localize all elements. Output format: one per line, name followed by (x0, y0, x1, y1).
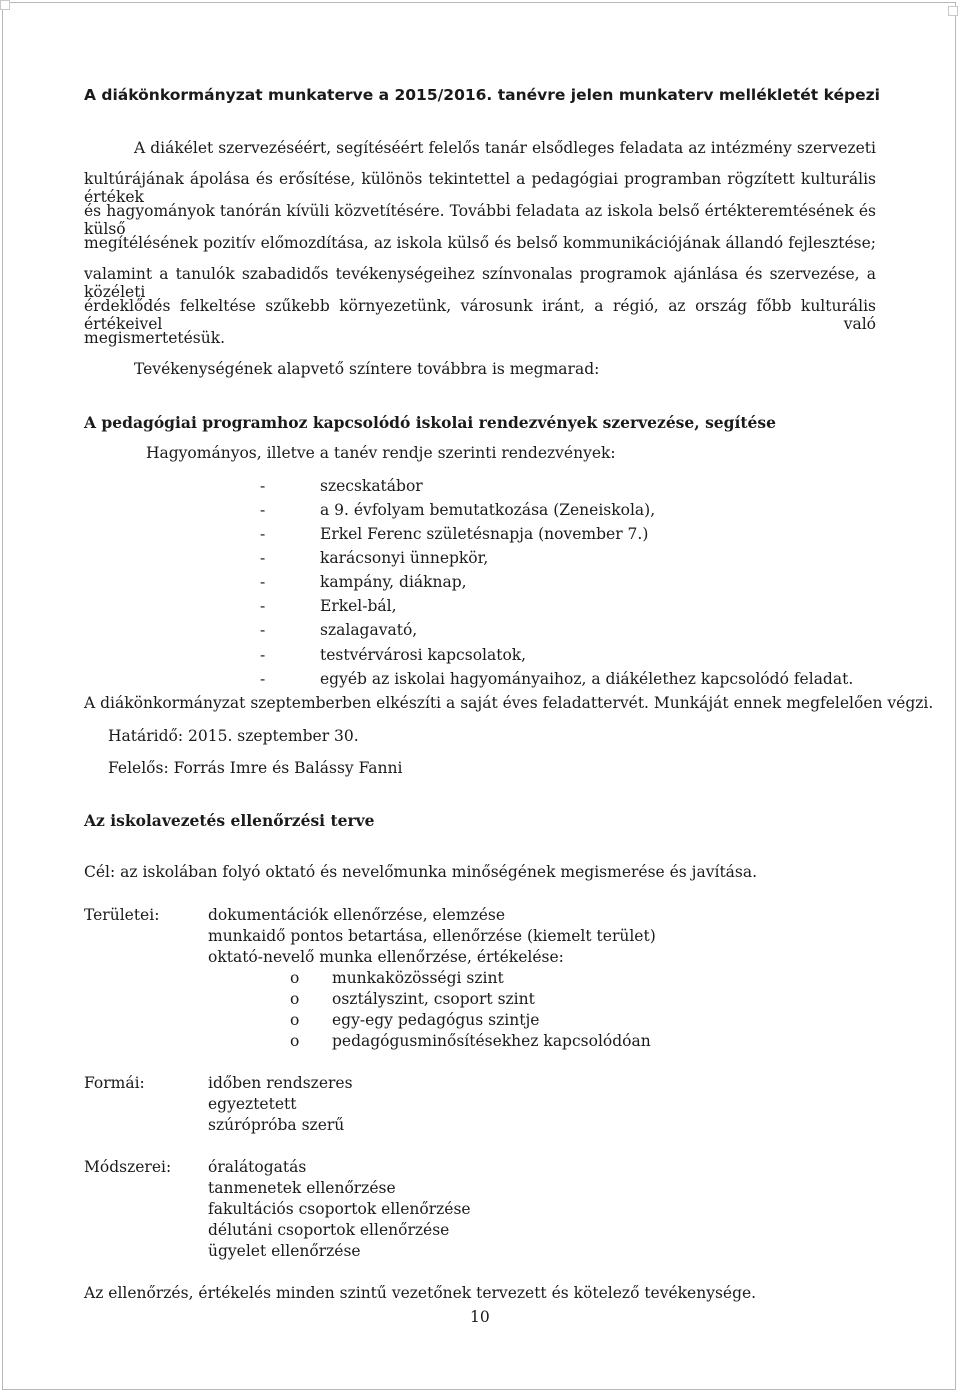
list-dash: - (260, 670, 266, 688)
list-dash: - (260, 525, 266, 543)
list-dash: - (260, 597, 266, 615)
section-heading-inspection: Az iskolavezetés ellenőrzési terve (84, 811, 375, 830)
intro-line-7: megismertetésük. (84, 329, 226, 347)
corner-handle-top-left (0, 0, 10, 10)
forms-label: Formái: (84, 1074, 145, 1092)
list-item: szalagavató, (320, 621, 418, 639)
section-heading-events: A pedagógiai programhoz kapcsolódó iskolai rendezvények szervezése, segítése (84, 413, 776, 432)
list-dash: - (260, 477, 266, 495)
sub-area-item: pedagógusminősítésekhez kapcsolódóan (332, 1032, 651, 1050)
list-dash: - (260, 549, 266, 567)
form-item: egyeztetett (208, 1095, 297, 1113)
intro-line-1: A diákélet szervezéséért, segítéséért felelős tanár elsődleges feladata az intézmény szervezeti (134, 139, 876, 157)
sub-area-item: egy-egy pedagógus szintje (332, 1011, 540, 1029)
inspection-footer-note: Az ellenőrzés, értékelés minden szintű vezetőnek tervezett és kötelező tevékenysége. (84, 1284, 757, 1302)
method-item: délutáni csoportok ellenőrzése (208, 1221, 450, 1239)
sub-area-bullet: o (290, 990, 300, 1008)
list-dash: - (260, 621, 266, 639)
corner-handle-top-right (948, 6, 958, 16)
intro-line-8: Tevékenységének alapvető színtere továbbra is megmarad: (134, 360, 600, 378)
document-title: A diákönkormányzat munkaterve a 2015/2016. tanévre jelen munkaterv mellékletét képezi (84, 86, 880, 104)
method-item: ügyelet ellenőrzése (208, 1242, 361, 1260)
list-dash: - (260, 501, 266, 519)
intro-line-5: valamint a tanulók szabadidős tevékenységeihez színvonalas programok ajánlása és szervezése, a közéleti (84, 265, 876, 301)
list-dash: - (260, 573, 266, 591)
events-subheading: Hagyományos, illetve a tanév rendje szerinti rendezvények: (146, 444, 616, 462)
list-dash: - (260, 646, 266, 664)
intro-line-2: kultúrájának ápolása és erősítése, különös tekintettel a pedagógiai programban rögzített kulturális értékek (84, 170, 876, 206)
sub-area-item: munkaközösségi szint (332, 969, 504, 987)
area-item: munkaidő pontos betartása, ellenőrzése (kiemelt terület) (208, 927, 656, 945)
page-number: 10 (470, 1308, 490, 1326)
method-item: óralátogatás (208, 1158, 307, 1176)
form-item: időben rendszeres (208, 1074, 353, 1092)
list-item: a 9. évfolyam bemutatkozása (Zeneiskola), (320, 501, 656, 519)
sub-area-bullet: o (290, 969, 300, 987)
list-item: Erkel-bál, (320, 597, 397, 615)
area-item: oktató-nevelő munka ellenőrzése, értékelése: (208, 948, 564, 966)
form-item: szúrópróba szerű (208, 1116, 345, 1134)
list-item: szecskatábor (320, 477, 423, 495)
intro-line-3: és hagyományok tanórán kívüli közvetítésére. További feladata az iskola belső értékteremtésének és külső (84, 202, 876, 238)
sub-area-bullet: o (290, 1011, 300, 1029)
method-item: tanmenetek ellenőrzése (208, 1179, 396, 1197)
events-closing: A diákönkormányzat szeptemberben elkészíti a saját éves feladattervét. Munkáját ennek megfelelően végzi. (84, 694, 934, 712)
area-item: dokumentációk ellenőrzése, elemzése (208, 906, 506, 924)
sub-area-item: osztályszint, csoport szint (332, 990, 535, 1008)
deadline: Határidő: 2015. szeptember 30. (108, 727, 359, 745)
list-item: karácsonyi ünnepkör, (320, 549, 489, 567)
methods-label: Módszerei: (84, 1158, 172, 1176)
areas-label: Területei: (84, 906, 160, 924)
list-item: kampány, diáknap, (320, 573, 467, 591)
method-item: fakultációs csoportok ellenőrzése (208, 1200, 471, 1218)
intro-line-4: megítélésének pozitív előmozdítása, az iskola külső és belső kommunikációjának állandó fejlesztése; (84, 234, 876, 252)
intro-line-6: érdeklődés felkeltése szűkebb környezetünk, városunk iránt, a régió, az ország főbb kulturális értékeivel való (84, 297, 876, 333)
list-item: egyéb az iskolai hagyományaihoz, a diákélethez kapcsolódó feladat. (320, 670, 854, 688)
list-item: testvérvárosi kapcsolatok, (320, 646, 527, 664)
inspection-goal: Cél: az iskolában folyó oktató és nevelőmunka minőségének megismerése és javítása. (84, 863, 758, 881)
list-item: Erkel Ferenc születésnapja (november 7.) (320, 525, 649, 543)
sub-area-bullet: o (290, 1032, 300, 1050)
responsible: Felelős: Forrás Imre és Balássy Fanni (108, 759, 403, 777)
